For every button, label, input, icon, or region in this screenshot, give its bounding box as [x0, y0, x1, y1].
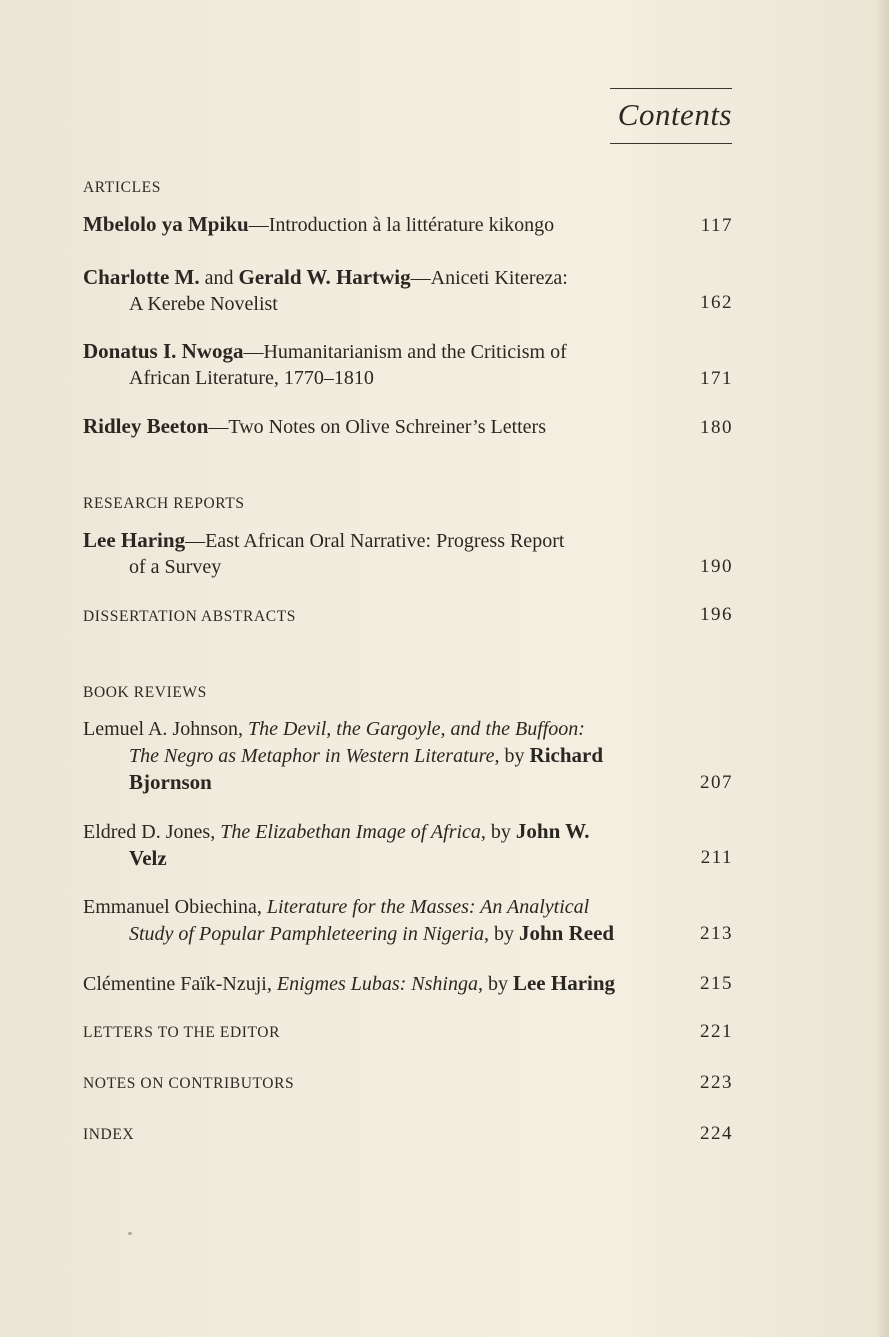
page-number: 162 [700, 292, 733, 313]
page-number: 215 [700, 973, 733, 994]
reviewer-name: John Reed [518, 921, 615, 945]
review-author: Lemuel A. Johnson, [83, 718, 248, 740]
section-letters-to-the-editor: LETTERS TO THE EDITOR [83, 1024, 281, 1041]
article-author-conjunction: and [204, 267, 234, 289]
page-number-notes: 223 [700, 1072, 733, 1093]
article-title: —Humanitarianism and the Criticism of [243, 341, 567, 363]
section-research-reports: RESEARCH REPORTS [83, 495, 245, 512]
page-number-dissertation: 196 [700, 604, 733, 625]
page-number: 117 [700, 215, 733, 236]
article-author: Mbelolo ya Mpiku [83, 212, 249, 236]
review-book-title: The Elizabethan Image of Africa [220, 821, 481, 843]
section-articles: ARTICLES [83, 179, 161, 196]
review-by: , by [494, 745, 530, 767]
review-book-title: The Devil, the Gargoyle, and the Buffoon: [248, 718, 585, 740]
section-index: INDEX [83, 1126, 135, 1143]
reviewer-name-cont: Bjornson [129, 770, 212, 794]
review-entry-obiechina [83, 894, 733, 947]
review-author: Clémentine Faïk-Nzuji, [83, 973, 277, 995]
page-title: Contents [617, 97, 732, 132]
page-number: 180 [700, 417, 733, 438]
article-entry-nwoga [83, 338, 733, 391]
report-title: —East African Oral Narrative: Progress Report [185, 530, 565, 552]
report-title-cont: of a Survey [129, 556, 222, 578]
review-by: , by [483, 923, 519, 945]
review-book-title-cont: The Negro as Metaphor in Western Literature [129, 745, 495, 767]
page-number-index: 224 [700, 1123, 733, 1144]
contents-title-block [610, 88, 732, 144]
reviewer-name: Lee Haring [512, 971, 616, 995]
section-book-reviews: BOOK REVIEWS [83, 684, 207, 701]
page-number-letters: 221 [700, 1021, 733, 1042]
article-title: —Introduction à la littérature kikongo [248, 214, 555, 236]
page-edge-shadow [875, 0, 889, 1337]
review-entry-johnson [83, 716, 733, 796]
paper-speck [128, 1232, 132, 1235]
review-book-title: Literature for the Masses: An Analytical [266, 896, 590, 918]
report-author: Lee Haring [83, 528, 186, 552]
review-book-title-cont: Study of Popular Pamphleteering in Nigeria [129, 923, 484, 945]
review-entry-faik-nzuji [83, 970, 733, 997]
review-by: , by [477, 973, 513, 995]
article-author: Charlotte M. [83, 265, 200, 289]
report-entry-haring [83, 527, 733, 580]
review-entry-jones [83, 818, 733, 872]
article-entry-beeton [83, 413, 733, 440]
page-number: 213 [700, 923, 733, 944]
reviewer-name-cont: Velz [129, 846, 167, 870]
page-number: 190 [700, 556, 733, 577]
page-number: 211 [700, 847, 733, 868]
article-entry-hartwig [83, 264, 733, 317]
reviewer-name: John W. [515, 819, 590, 843]
article-author: Donatus I. Nwoga [83, 339, 244, 363]
article-author: Ridley Beeton [83, 414, 209, 438]
section-dissertation-abstracts: DISSERTATION ABSTRACTS [83, 608, 296, 625]
article-title: —Aniceti Kitereza: [410, 267, 568, 289]
article-author: Gerald W. Hartwig [238, 265, 411, 289]
section-notes-on-contributors: NOTES ON CONTRIBUTORS [83, 1075, 295, 1092]
article-title: —Two Notes on Olive Schreiner’s Letters [208, 416, 547, 438]
review-by: , by [480, 821, 516, 843]
review-author: Eldred D. Jones, [83, 821, 221, 843]
article-entry-mpiku [83, 211, 733, 238]
page-number: 171 [700, 368, 733, 389]
reviewer-name: Richard [529, 743, 604, 767]
article-title-cont: A Kerebe Novelist [129, 293, 278, 315]
review-author: Emmanuel Obiechina, [83, 896, 267, 918]
review-book-title: Enigmes Lubas: Nshinga [276, 973, 478, 995]
page-number: 207 [700, 772, 733, 793]
title-bottom-rule [610, 143, 732, 144]
article-title-cont: African Literature, 1770–1810 [129, 367, 374, 389]
